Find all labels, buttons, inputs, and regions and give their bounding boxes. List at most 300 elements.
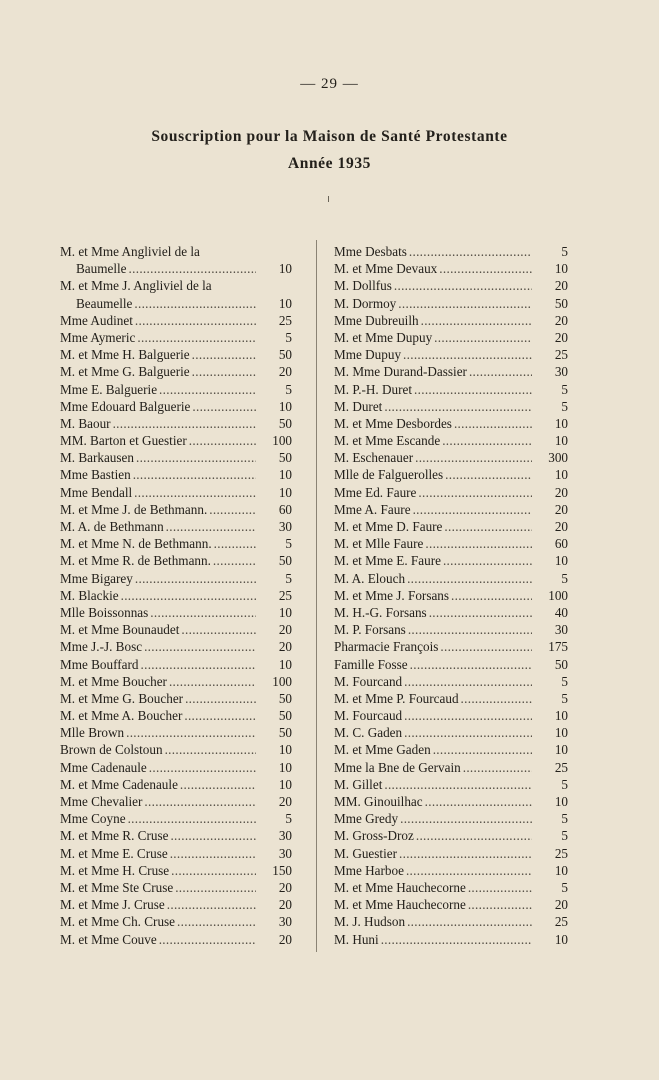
subscription-amount: 20 [554, 519, 568, 534]
subscriber-name: M. et Mme Hauchecorne [334, 879, 466, 895]
subscriber-entry [334, 260, 568, 277]
leader-dots [394, 277, 532, 294]
leader-dots [407, 913, 532, 930]
subscription-amount: 10 [278, 656, 292, 672]
subscriber-entry [334, 913, 568, 930]
title-rule-mark [328, 196, 329, 202]
subscription-amount: 20 [278, 931, 292, 947]
subscription-amount: 10 [278, 398, 292, 414]
subscription-amount: 100 [548, 587, 568, 603]
subscriber-name: Beaumelle [76, 295, 133, 311]
subscriber-entry [334, 518, 568, 535]
subscriber-entry [60, 845, 292, 862]
subscriber-entry [334, 535, 568, 552]
leader-dots [404, 707, 532, 724]
leader-dots [214, 535, 256, 552]
subscription-amount: 100 [272, 673, 292, 689]
subscriber-name: Mme Aymeric [60, 329, 136, 345]
subscriber-entry [60, 810, 292, 827]
subscription-amount: 5 [285, 536, 292, 552]
leader-dots [410, 656, 532, 673]
leader-dots [144, 793, 256, 810]
subscription-amount: 20 [278, 879, 292, 895]
subscriber-name: Mme Bastien [60, 467, 131, 483]
subscriber-entry [60, 295, 292, 312]
leader-dots [444, 518, 532, 535]
subscription-amount: 20 [554, 484, 568, 500]
subscription-amount: 10 [278, 604, 292, 620]
subscriber-name: M. et Mme R. Cruse [60, 828, 169, 844]
subscription-amount: 25 [554, 914, 568, 930]
subscriber-name: Mme A. Faure [334, 501, 411, 517]
subscription-amount: 5 [561, 673, 568, 689]
subscriber-entry [60, 604, 292, 621]
leader-dots [468, 879, 532, 896]
subscriber-entry [334, 673, 568, 690]
leader-dots [129, 260, 256, 277]
subscription-amount: 10 [278, 295, 292, 311]
subscriber-name: Mme Cadenaule [60, 759, 147, 775]
leader-dots [185, 690, 256, 707]
subscriber-name: M. Gross-Droz [334, 828, 414, 844]
subscriber-name: M. Guestier [334, 845, 397, 861]
subscriber-name: M. C. Gaden [334, 725, 403, 741]
subscription-amount: 5 [561, 811, 568, 827]
leader-dots [439, 260, 532, 277]
leader-dots [121, 587, 256, 604]
subscriber-name: Mme Audinet [60, 312, 133, 328]
subscription-amount: 40 [554, 604, 568, 620]
subscriber-entry [60, 466, 292, 483]
subscriber-name: M. et Mme A. Boucher [60, 708, 183, 724]
leader-dots [421, 312, 532, 329]
leader-dots [170, 845, 256, 862]
leader-dots [137, 329, 256, 346]
subscriber-entry [334, 346, 568, 363]
leader-dots [171, 862, 256, 879]
subscription-amount: 5 [561, 398, 568, 414]
subscriber-entry [334, 243, 568, 260]
subscriber-name: M. H.-G. Forsans [334, 604, 427, 620]
subscription-amount: 60 [554, 536, 568, 552]
subscriber-entry [60, 518, 292, 535]
subscriber-entry [60, 690, 292, 707]
leader-dots [133, 466, 256, 483]
subscriber-entry [334, 724, 568, 741]
leader-dots [181, 621, 256, 638]
subscriber-entry [60, 243, 292, 260]
subscription-amount: 30 [278, 845, 292, 861]
subscriber-name: M. Barkausen [60, 450, 134, 466]
subscriber-name: M. et Mlle Faure [334, 536, 424, 552]
leader-dots [409, 243, 532, 260]
subscription-amount: 10 [554, 433, 568, 449]
subscription-amount: 30 [278, 914, 292, 930]
subscriber-name: Mme Bigarey [60, 570, 133, 586]
subscription-amount: 5 [561, 879, 568, 895]
subscription-amount: 150 [272, 862, 292, 878]
subscriber-name: M. et Mme J. Forsans [334, 587, 450, 603]
subscriber-entry [334, 879, 568, 896]
leader-dots [177, 913, 256, 930]
subscriber-name: M. et Mme H. Balguerie [60, 347, 190, 363]
subscriber-entry [60, 449, 292, 466]
subscription-amount: 10 [278, 776, 292, 792]
subscription-amount: 20 [554, 278, 568, 294]
subscriber-name: M. et Mme G. Boucher [60, 690, 184, 706]
leader-dots [451, 587, 532, 604]
subscription-amount: 20 [278, 622, 292, 638]
subscriber-entry [60, 398, 292, 415]
subscriber-entry [334, 690, 568, 707]
subscriber-entry [60, 931, 292, 948]
leader-dots [454, 415, 532, 432]
subscriber-entry [60, 363, 292, 380]
leader-dots [415, 449, 532, 466]
subscription-amount: 5 [561, 828, 568, 844]
subscriber-name: M. A. Elouch [334, 570, 406, 586]
subscriber-name: M. Eschenauer [334, 450, 414, 466]
leader-dots [184, 707, 256, 724]
leader-dots [403, 346, 532, 363]
subscriber-entry [334, 432, 568, 449]
leader-dots [434, 329, 532, 346]
subscriber-entry [60, 535, 292, 552]
subscription-amount: 10 [554, 742, 568, 758]
subscription-amount: 50 [278, 725, 292, 741]
subscriber-entry [334, 776, 568, 793]
subscriber-entry [60, 570, 292, 587]
leader-dots [126, 724, 256, 741]
subscriber-name: M. Fourcaud [334, 708, 403, 724]
leader-dots [404, 724, 532, 741]
leader-dots [170, 827, 256, 844]
leader-dots [425, 535, 532, 552]
subscriber-entry [334, 656, 568, 673]
leader-dots [209, 501, 256, 518]
subscriber-name: M. et Mme Devaux [334, 261, 438, 277]
subscription-amount: 10 [278, 261, 292, 277]
leader-dots [141, 656, 256, 673]
leader-dots [414, 381, 532, 398]
subscriber-name: M. Huni [334, 931, 379, 947]
subscriber-entry [334, 827, 568, 844]
leader-dots [445, 466, 532, 483]
subscriber-name: Brown de Colstoun [60, 742, 163, 758]
subscriber-name: MM. Ginouilhac [334, 794, 423, 809]
subscription-amount: 10 [554, 862, 568, 878]
subscriber-name: M. Fourcand [334, 673, 403, 689]
subscriber-entry [334, 449, 568, 466]
subscription-amount: 5 [561, 690, 568, 706]
leader-dots [192, 398, 256, 415]
leader-dots [469, 363, 532, 380]
subscription-amount: 20 [554, 897, 568, 913]
leader-dots [113, 415, 256, 432]
leader-dots [192, 363, 256, 380]
subscription-amount: 100 [272, 433, 292, 449]
subscriber-entry [60, 896, 292, 913]
subscription-amount: 5 [285, 329, 292, 345]
subscriber-entry [60, 879, 292, 896]
subscriber-entry [60, 656, 292, 673]
leader-dots [165, 741, 256, 758]
subscriber-entry [60, 827, 292, 844]
subscription-amount: 50 [554, 656, 568, 672]
subscriber-name: M. et Mme P. Fourcaud [334, 690, 459, 706]
subscription-amount: 20 [278, 639, 292, 655]
subscriber-name: M. et Mme G. Balguerie [60, 364, 190, 380]
subscriber-entry [334, 381, 568, 398]
leader-dots [406, 862, 532, 879]
subscription-amount: 5 [285, 381, 292, 397]
subscription-amount: 10 [554, 725, 568, 741]
subscriber-entry [334, 896, 568, 913]
leader-dots [463, 759, 532, 776]
subscription-amount: 50 [278, 415, 292, 431]
subscription-amount: 25 [278, 587, 292, 603]
subscription-amount: 50 [278, 690, 292, 706]
subscriber-name: Mme la Bne de Gervain [334, 759, 461, 775]
subscription-amount: 20 [278, 364, 292, 380]
subscriber-name: Mme Desbats [334, 244, 407, 259]
subscriber-name: M. Mme Durand-Dassier [334, 364, 467, 380]
subscriber-name: Mme Gredy [334, 811, 399, 827]
subscriber-entry [334, 329, 568, 346]
subscriber-name: M. et Mme Boucher [60, 673, 167, 689]
subscriber-entry [60, 346, 292, 363]
subscriber-name: M. et Mme Ch. Cruse [60, 914, 176, 930]
subscriber-entry [334, 604, 568, 621]
subscriber-name: M. et Mme Ste Cruse [60, 879, 174, 895]
subscriber-name: M. et Mme Gaden [334, 742, 431, 758]
subscription-amount: 50 [554, 295, 568, 311]
subscriber-entry [334, 810, 568, 827]
leader-dots [128, 810, 256, 827]
subscription-amount: 5 [561, 244, 568, 259]
leader-dots [135, 570, 256, 587]
subscriber-name: Mme J.-J. Bosc [60, 639, 143, 655]
subscriber-entry [60, 587, 292, 604]
subscription-amount: 10 [554, 794, 568, 809]
subscriber-name: Mme Bendall [60, 484, 133, 500]
subscriber-name: M. et Mme E. Cruse [60, 845, 168, 861]
leader-dots [136, 449, 256, 466]
leader-dots [400, 810, 532, 827]
leader-dots [384, 398, 532, 415]
subscription-amount: 5 [285, 570, 292, 586]
leader-dots [443, 552, 532, 569]
subscription-amount: 10 [278, 484, 292, 500]
subscriber-entry [334, 501, 568, 518]
subscription-amount: 30 [554, 364, 568, 380]
subscriber-name: Mme Harboe [334, 862, 404, 878]
leader-dots [413, 501, 532, 518]
subscriber-name: Mlle Brown [60, 725, 125, 741]
subscriber-name: M. et Mme Bounaudet [60, 622, 180, 638]
subscriber-name: M. Gillet [334, 776, 383, 792]
subscriber-entry [334, 793, 568, 810]
subscriber-entry [334, 415, 568, 432]
leader-dots [384, 776, 532, 793]
subscriber-entry [60, 638, 292, 655]
subscriber-entry [334, 398, 568, 415]
subscription-amount: 10 [278, 467, 292, 483]
subscription-amount: 10 [278, 759, 292, 775]
subscription-amount: 20 [554, 329, 568, 345]
leader-dots [134, 295, 256, 312]
leader-dots [442, 432, 532, 449]
subscriber-entry [60, 621, 292, 638]
leader-dots [461, 690, 532, 707]
subscription-amount: 5 [285, 811, 292, 827]
leader-dots [404, 673, 532, 690]
document-subtitle: Année 1935 [287, 155, 372, 172]
subscriber-name: M. Baour [60, 415, 111, 431]
subscriber-entry [60, 329, 292, 346]
subscriber-name: M. et Mme H. Cruse [60, 862, 170, 878]
subscriber-entry [334, 638, 568, 655]
subscriber-entry [334, 570, 568, 587]
leader-dots [169, 673, 256, 690]
subscriber-entry [60, 484, 292, 501]
subscriber-name: Mlle de Falguerolles [334, 467, 444, 483]
leader-dots [192, 346, 256, 363]
leader-dots [166, 518, 256, 535]
subscription-amount: 5 [561, 381, 568, 397]
subscriber-name: Mme Bouffard [60, 656, 139, 672]
subscription-amount: 5 [561, 570, 568, 586]
subscriber-name: Mme Dubreuilh [334, 312, 419, 328]
leader-dots [425, 793, 532, 810]
leader-dots [440, 638, 532, 655]
column-divider [316, 240, 317, 952]
subscriber-list-left [60, 243, 292, 948]
subscriber-entry [60, 862, 292, 879]
leader-dots [149, 759, 256, 776]
leader-dots [175, 879, 256, 896]
subscriber-name: M. et Mme J. Angliviel de la [60, 278, 212, 294]
subscription-amount: 20 [554, 501, 568, 517]
leader-dots [468, 896, 532, 913]
leader-dots [213, 552, 256, 569]
subscriber-entry [60, 415, 292, 432]
leader-dots [399, 845, 532, 862]
subscription-amount: 50 [278, 450, 292, 466]
subscriber-entry [334, 741, 568, 758]
subscriber-name: M. et Mme Desbordes [334, 415, 452, 431]
leader-dots [429, 604, 532, 621]
subscription-amount: 20 [554, 312, 568, 328]
subscription-amount: 50 [278, 553, 292, 569]
subscription-amount: 20 [278, 897, 292, 913]
subscriber-name: M. et Mme D. Faure [334, 519, 443, 534]
page-number: — 29 — [300, 76, 359, 92]
subscriber-entry [60, 759, 292, 776]
subscription-amount: 10 [554, 415, 568, 431]
leader-dots [180, 776, 256, 793]
subscriber-entry [334, 759, 568, 776]
subscription-amount: 10 [554, 467, 568, 483]
subscriber-name: Mme Coyne [60, 811, 126, 827]
leader-dots [408, 621, 532, 638]
subscription-amount: 25 [554, 347, 568, 363]
leader-dots [134, 484, 256, 501]
subscriber-entry [334, 312, 568, 329]
subscriber-entry [60, 673, 292, 690]
subscriber-list-right [334, 243, 568, 948]
subscriber-name: M. Blackie [60, 587, 119, 603]
subscriber-entry [60, 552, 292, 569]
leader-dots [189, 432, 256, 449]
subscription-amount: 50 [278, 708, 292, 724]
subscriber-entry [334, 295, 568, 312]
subscriber-name: M. et Mme J. Cruse [60, 897, 165, 913]
subscriber-entry [334, 484, 568, 501]
subscriber-name: M. A. de Bethmann [60, 519, 164, 534]
subscription-amount: 30 [554, 622, 568, 638]
leader-dots [433, 741, 532, 758]
subscriber-entry [60, 776, 292, 793]
subscriber-name: Mme Dupuy [334, 347, 402, 363]
subscriber-name: M. P.-H. Duret [334, 381, 413, 397]
subscription-amount: 5 [561, 776, 568, 792]
subscriber-name: M. et Mme J. de Bethmann. [60, 501, 208, 517]
subscription-amount: 10 [554, 261, 568, 277]
subscriber-entry [334, 277, 568, 294]
subscriber-name: Mme Chevalier [60, 794, 143, 809]
subscription-amount: 10 [554, 553, 568, 569]
subscriber-entry [334, 931, 568, 948]
subscriber-entry [60, 741, 292, 758]
subscription-amount: 25 [554, 759, 568, 775]
subscription-amount: 60 [278, 501, 292, 517]
subscription-amount: 30 [278, 519, 292, 534]
leader-dots [407, 570, 532, 587]
leader-dots [159, 381, 256, 398]
subscription-amount: 10 [554, 931, 568, 947]
subscriber-entry [334, 621, 568, 638]
subscriber-entry [334, 363, 568, 380]
subscription-amount: 20 [278, 794, 292, 809]
subscriber-name: Mme Ed. Faure [334, 484, 417, 500]
subscriber-name: M. et Mme Cadenaule [60, 776, 178, 792]
subscription-amount: 175 [548, 639, 568, 655]
subscriber-name: M. et Mme E. Faure [334, 553, 441, 569]
subscriber-entry [334, 466, 568, 483]
leader-dots [144, 638, 256, 655]
subscriber-entry [60, 707, 292, 724]
subscription-amount: 30 [278, 828, 292, 844]
subscription-amount: 10 [278, 742, 292, 758]
subscriber-entry [60, 501, 292, 518]
leader-dots [381, 931, 532, 948]
subscription-amount: 50 [278, 347, 292, 363]
leader-dots [135, 312, 256, 329]
leader-dots [167, 896, 256, 913]
subscriber-name: M. et Mme Couve [60, 931, 157, 947]
subscriber-name: Baumelle [76, 261, 127, 277]
leader-dots [150, 604, 256, 621]
subscriber-entry [334, 707, 568, 724]
leader-dots [416, 827, 532, 844]
subscriber-entry [60, 260, 292, 277]
subscriber-name: M. et Mme Escande [334, 433, 441, 449]
subscriber-entry [60, 381, 292, 398]
subscriber-name: M. Dormoy [334, 295, 397, 311]
subscriber-name: Pharmacie François [334, 639, 439, 655]
document-title: Souscription pour la Maison de Santé Protestante [151, 128, 508, 145]
